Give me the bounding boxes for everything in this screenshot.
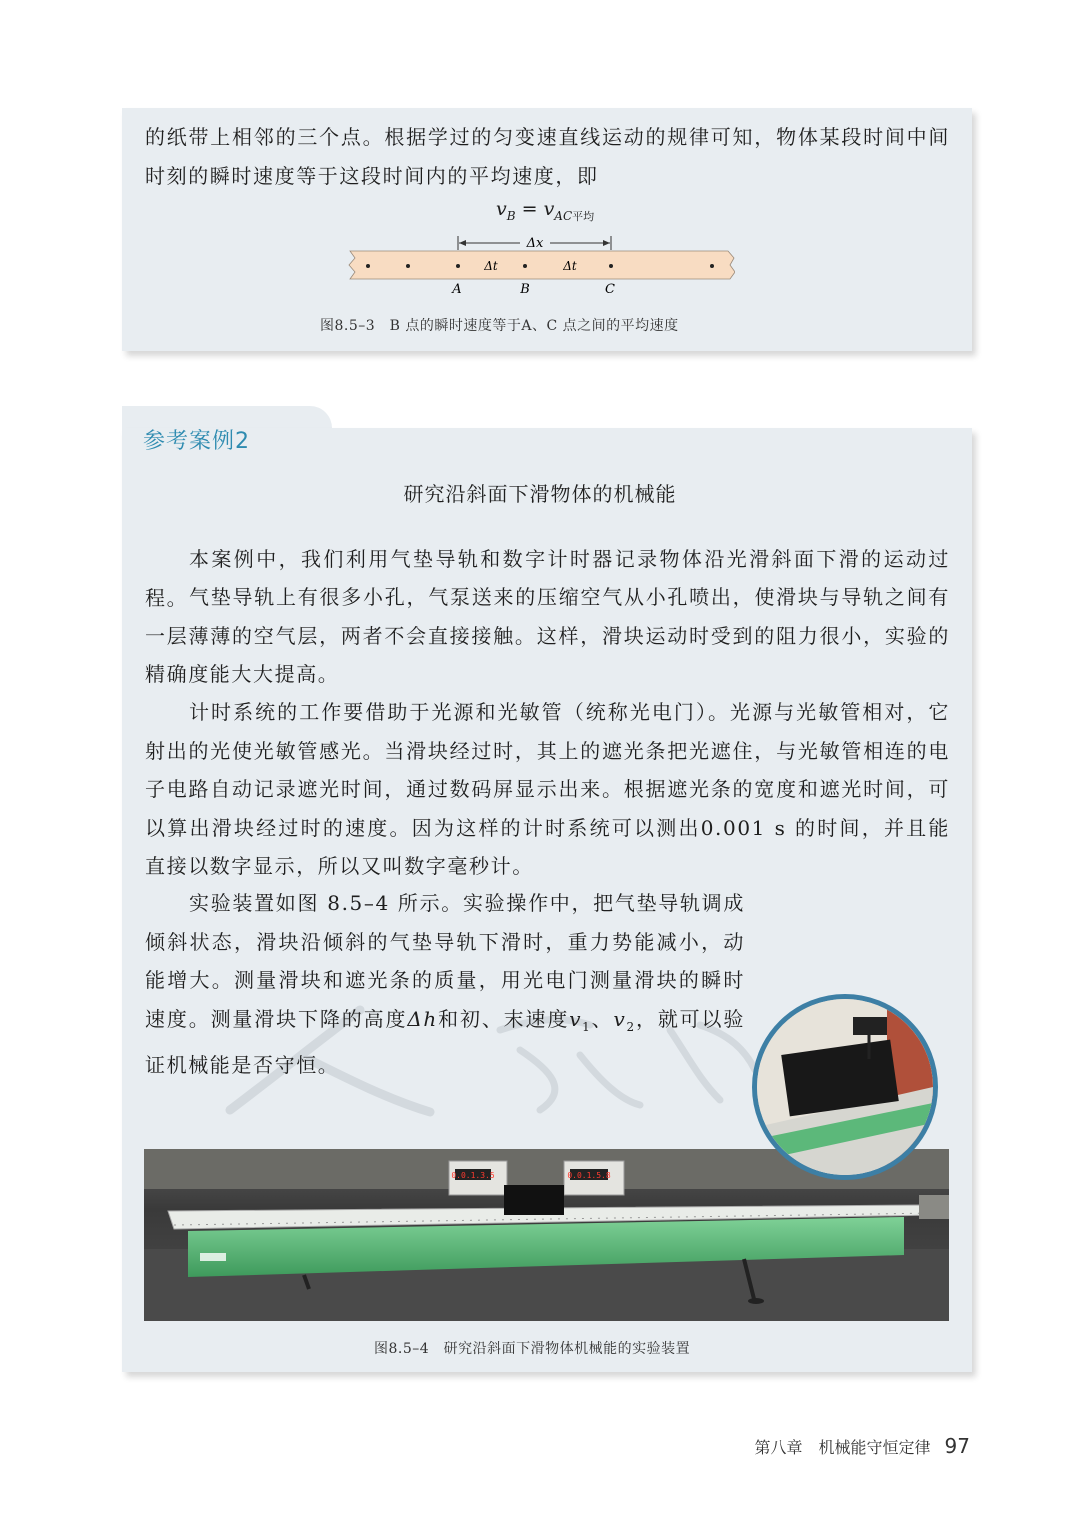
case-paragraph-1: 本案例中，我们利用气垫导轨和数字计时器记录物体沿光滑斜面下滑的运动过程。 xyxy=(145,547,950,610)
case-paragraph-2: 气垫导轨上有很多小孔，气泵送来的压缩空气从小孔喷出，使滑块与导轨之间有一层薄薄的空气层，两者不会直接接触。这样，滑块运动时受到的阻力很小，实验的精确度能大大提高。 xyxy=(145,585,950,686)
tape-dot xyxy=(366,264,370,268)
delta-x-label: Δx xyxy=(526,236,544,251)
tape-dot-b xyxy=(523,264,527,268)
delta-t-label-1: Δt xyxy=(484,259,498,273)
point-a-label: A xyxy=(452,282,462,297)
glider xyxy=(504,1185,564,1215)
point-b-label: B xyxy=(520,282,530,297)
case-heading: 研究沿斜面下滑物体的机械能 xyxy=(403,482,677,506)
case-paragraph-3: 计时系统的工作要借助于光源和光敏管（统称光电门）。光源与光敏管相对，它射出的光使光敏管感光。当滑块经过时，其上的遮光条把光遮住，与光敏管相连的电子电路自动记录遮光时间，通过数码屏显示出来。根据遮光条的宽度和遮光时间，可以算出滑块经过时的速度。因为这样的计时系统可以测出0.001 s 的时间，并且能直接以数字显示，所以又叫数字毫秒计。 xyxy=(145,700,950,878)
page-number: 97 xyxy=(944,1434,970,1458)
case-paragraph-4: 实验装置如图 8.5–4 所示。实验操作中，把气垫导轨调成倾斜状态，滑块沿倾斜的气垫导轨下滑时，重力势能减小，动能增大。测量滑块和遮光条的质量，用光电门测量滑块的瞬时速度。测量滑块下降的高度Δh和初、末速度$v_1$、$v_2$，就可以验证机械能是否守恒。 xyxy=(145,891,745,1077)
figure-caption-8-5-4: 图8.5–4 研究沿斜面下滑物体机械能的实验装置 xyxy=(374,1341,691,1357)
tape-dot-c xyxy=(609,264,613,268)
delta-t-label-2: Δt xyxy=(563,259,577,273)
tape-dot-a xyxy=(456,264,460,268)
tape-dot xyxy=(710,264,714,268)
figure-caption-8-5-3: 图8.5–3 B 点的瞬时速度等于A、C 点之间的平均速度 xyxy=(320,318,679,334)
chapter-title: 第八章 机械能守恒定律 xyxy=(754,1438,931,1457)
page-footer xyxy=(755,1434,970,1458)
glider-closeup-inset xyxy=(752,994,938,1180)
top-paragraph: 的纸带上相邻的三个点。根据学过的匀变速直线运动的规律可知，物体某段时间中间时刻的瞬时速度等于这段时间内的平均速度，即 xyxy=(145,125,950,188)
point-c-label: C xyxy=(605,282,615,297)
case-label: 参考案例2 xyxy=(143,429,250,454)
formula: $v_B = v_{AC平均}$ xyxy=(496,198,595,223)
paper-tape-diagram xyxy=(345,230,735,300)
timer-right-readout: 0.0.1.5.8 xyxy=(567,1171,611,1180)
timer-left-readout: 0.0.1.3.5 xyxy=(451,1171,495,1180)
tape-dot xyxy=(406,264,410,268)
